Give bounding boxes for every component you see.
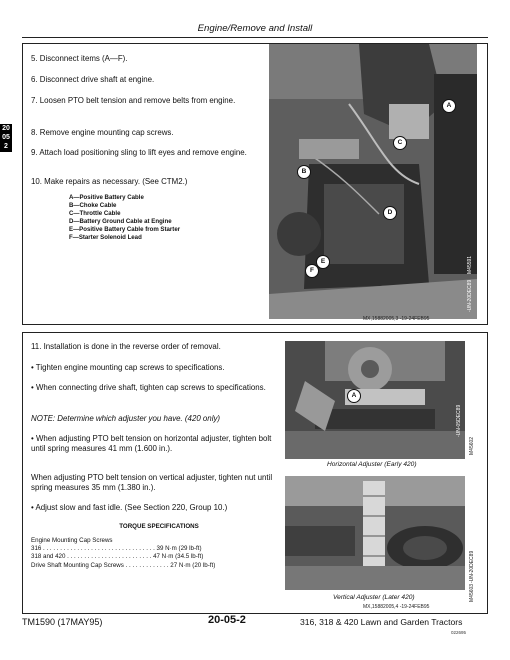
photo-a-code-vertical: -UN-05DEC89 [456,404,462,437]
photo-b-id-vertical: M45603 [469,583,475,602]
note-adjuster: NOTE: Determine which adjuster you have. (420 only) [31,414,221,423]
legend-item: C—Throttle Cable [69,210,121,217]
caption-vertical-adjuster: Vertical Adjuster (Later 420) [333,594,415,601]
procedure-panel-installation [22,332,488,614]
step-8: 8. Remove engine mounting cap screws. [31,128,174,137]
caption-horizontal-adjuster: Horizontal Adjuster (Early 420) [327,461,417,468]
vertical-adjuster-instruction: When adjusting PTO belt tension on vertical adjuster, tighten nut until spring measures 35 mm (1.380 in.). [31,473,273,492]
torque-spec-line: 318 and 420 . . . . . . . . . . . . . . . . . . . . . . . . . 47 N·m (34.5 lb-ft) [31,553,204,561]
photo-code-vertical: -UN-20DEC89 [467,279,473,312]
bullet-horizontal-adjuster: • When adjusting PTO belt tension on horizontal adjuster, tighten bolt until spring measures 41 mm (1.600 in.). [31,434,272,453]
bullet-drive-shaft: • When connecting drive shaft, tighten cap screws to specifications. [31,383,266,392]
step-5: 5. Disconnect items (A—F). [31,54,128,63]
horizontal-adjuster-drawing [285,341,465,459]
torque-spec-line: Drive Shaft Mounting Cap Screws . . . . . . . . . . . . . 27 N·m (20 lb-ft) [31,561,216,569]
callout-a: A [442,99,456,113]
callout-b: B [297,165,311,179]
photo-id-vertical: M45591 [467,255,473,274]
callout-c: C [393,136,407,150]
section-tab-line: 05 [2,134,10,141]
torque-specs-list [31,537,287,570]
section-tab-line: 20 [2,125,10,132]
section-tab-line: 2 [4,143,8,150]
manual-title: 316, 318 & 420 Lawn and Garden Tractors [300,617,463,627]
step-11: 11. Installation is done in the reverse order of removal. [31,342,221,351]
figure-ref-2: MX,15882005,4 -19-24FEB95 [363,604,430,610]
callout-e: E [316,255,330,269]
page-number: 20-05-2 [208,614,246,626]
page-header: Engine/Remove and Install [22,22,488,38]
callout-d: D [383,206,397,220]
photo-a-id-vertical: M45602 [469,436,475,455]
step-7: 7. Loosen PTO belt tension and remove belts from engine. [31,96,236,105]
vertical-adjuster-photo [285,476,465,590]
legend-item: B—Choke Cable [69,202,117,209]
bullet-tighten-mounting: • Tighten engine mounting cap screws to specifications. [31,363,225,372]
horizontal-adjuster-photo [285,341,465,459]
legend-item: F—Starter Solenoid Lead [69,234,142,241]
manual-id: TM1590 (17MAY95) [22,617,103,627]
step-9: 9. Attach load positioning sling to lift eyes and remove engine. [31,148,247,157]
callout-a-adjuster: A [347,389,361,403]
section-tab [0,124,12,152]
footer-code: 022695 [451,630,467,635]
callout-f: F [305,264,319,278]
legend-item: D—Battery Ground Cable at Engine [69,218,172,225]
photo-b-code-vertical: -UN-20DEC89 [469,550,475,583]
figure-ref: MX,15882005,3 -19-24FEB95 [363,316,430,322]
step-6: 6. Disconnect drive shaft at engine. [31,75,155,84]
vertical-adjuster-drawing [285,476,465,590]
step-10: 10. Make repairs as necessary. (See CTM2.) [31,177,188,186]
procedure-panel-removal [22,43,488,325]
bullet-adjust-idle: • Adjust slow and fast idle. (See Section 220, Group 10.) [31,503,228,512]
legend-item: E—Positive Battery Cable from Starter [69,226,181,233]
legend-item: A—Positive Battery Cable [69,194,144,201]
torque-spec-line: Engine Mounting Cap Screws [31,537,113,544]
component-legend [69,194,180,242]
torque-spec-line: 316 . . . . . . . . . . . . . . . . . . . . . . . . . . . . . . . . . 39 N·m (29 lb-ft) [31,545,202,553]
torque-specs-title: TORQUE SPECIFICATIONS [119,523,199,530]
engine-photo-drawing [269,44,477,319]
engine-photo [269,44,477,319]
